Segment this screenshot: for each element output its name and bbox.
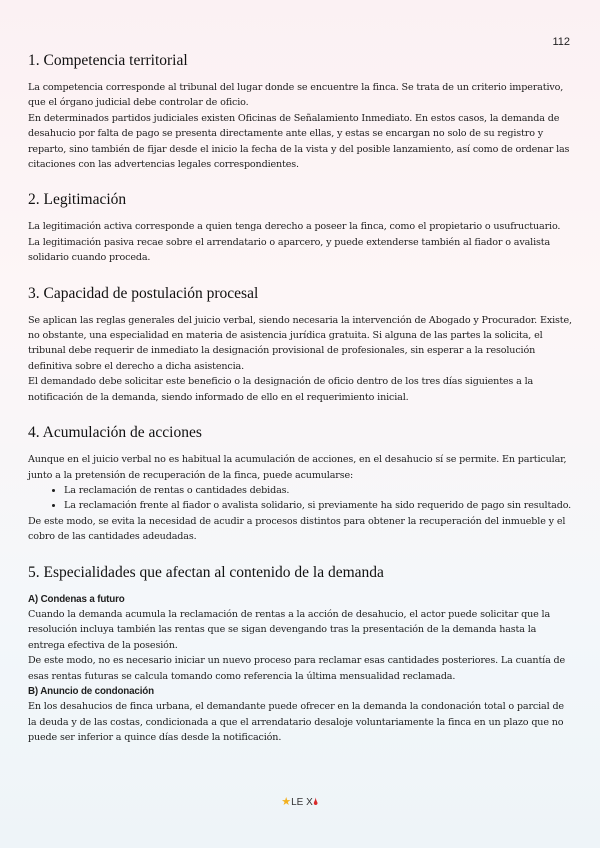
paragraph: Aunque en el juicio verbal no es habitual la acumulación de acciones, en el desahucio sí se permite. En particular, junto a la pretensión de recuperación de la finca, puede acumularse: [28, 454, 567, 481]
subsection-heading: B) Anuncio de condonación [28, 685, 154, 697]
paragraph: En determinados partidos judiciales existen Oficinas de Señalamiento Inmediato. En estos casos, la demanda de desahucio por falta de pago se presenta directamente ante ellas, y estas se encargan no solo de su registro y reparto, sino también de fijar desde el inicio la fecha de la vista y del posible lanzamiento, así como de ordenar las citaciones con las advertencias legales correspondientes. [28, 112, 570, 171]
section-postulacion [28, 285, 572, 405]
section-title: 5. Especialidades que afectan al contenido de la demanda [28, 563, 384, 581]
section-title: 4. Acumulación de acciones [28, 424, 202, 442]
paragraph: Se aplican las reglas generales del juicio verbal, siendo necesaria la intervención de Abogado y Procurador. Existe, no obstante, una especialidad en materia de asistencia jurídica gratuita. Si alguna de las partes la solicita, el tribunal debe requerir de inmediato la designación provisional de profesionales, sin esperar a la resolución definitiva sobre el derecho a dicha asistencia. [28, 314, 572, 372]
paragraph: La legitimación activa corresponde a quien tenga derecho a poseer la finca, como el propietario o usufructuario. La legitimación pasiva recae sobre el arrendatario o aparcero, y puede extenderse también al fiador o avalista solidario cuando proceda. [28, 221, 561, 264]
blood-drop-icon: 🌢 [312, 797, 319, 808]
paragraph: La competencia corresponde al tribunal del lugar donde se encuentre la finca. Se trata de un criterio imperativo, que el órgano judicial debe controlar de oficio. [28, 82, 564, 109]
paragraph: Cuando la demanda acumula la reclamación de rentas a la acción de desahucio, el actor puede solicitar que la resolución incluya también las rentas que se sigan devengando tras la presentación de la demanda hasta la entrega efectiva de la posesión. [28, 608, 551, 651]
section-title: 3. Capacidad de postulación procesal [28, 284, 259, 302]
subsection-heading: A) Condenas a futuro [28, 593, 125, 605]
section-acumulacion [28, 424, 572, 544]
section-title: 1. Competencia territorial [28, 52, 188, 69]
section-competencia [28, 52, 572, 172]
paragraph: De este modo, no es necesario iniciar un nuevo proceso para reclamar esas cantidades posteriores. La cuantía de esas rentas futuras se calcula tomando como referencia la última mensualidad reclamada. [28, 655, 566, 682]
document-body [28, 52, 572, 765]
bullet-list [28, 483, 572, 514]
footer-text: LE X [291, 797, 313, 808]
list-item: • La reclamación de rentas o cantidades debidas. [64, 483, 572, 498]
page-number: 112 [552, 36, 570, 48]
footer-logo [0, 795, 600, 808]
paragraph: De este modo, se evita la necesidad de acudir a procesos distintos para obtener la recuperación del inmueble y el cobro de las cantidades adeudadas. [28, 515, 566, 543]
paragraph: El demandado debe solicitar este beneficio o la designación de oficio dentro de los tres días siguientes a la notificación de la demanda, siendo informado de ello en el requerimiento inicial. [28, 376, 534, 403]
paragraph: En los desahucios de finca urbana, el demandante puede ofrecer en la demanda la condonación total o parcial de la deuda y de las costas, condicionada a que el arrendatario desaloje voluntariamente la finca en un plazo que no puede ser inferior a quince días desde la notificación. [28, 701, 564, 744]
section-especialidades [28, 564, 572, 746]
list-item: • La reclamación frente al fiador o avalista solidario, si previamente ha sido requerido de pago sin resultado. [64, 498, 572, 513]
section-legitimacion [28, 191, 572, 265]
star-icon: ★ [281, 796, 292, 808]
section-title: 2. Legitimación [28, 191, 127, 209]
